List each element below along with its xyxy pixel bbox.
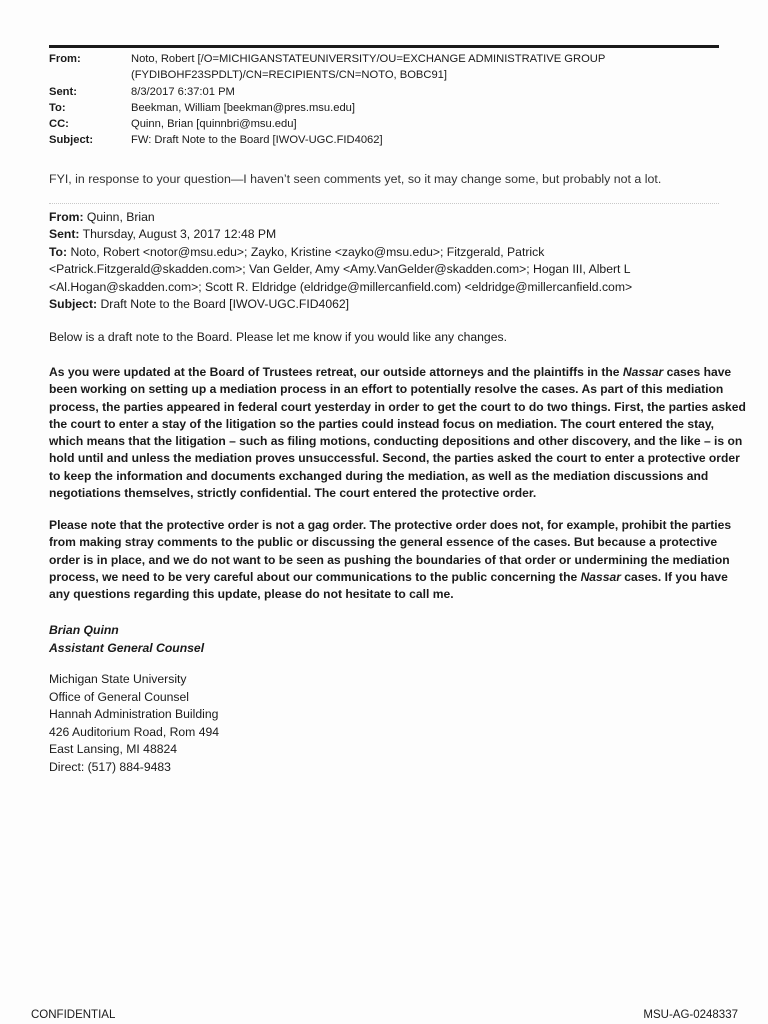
intro-line: Below is a draft note to the Board. Please let me know if you would like any changes.: [49, 330, 507, 344]
header-to-row: [49, 100, 729, 116]
forwarded-sent-value: Thursday, August 3, 2017 12:48 PM: [82, 227, 277, 242]
paragraph-1-italic: Nassar: [622, 365, 664, 379]
forwarded-to-value-1: Noto, Robert <notor@msu.edu>; Zayko, Kristine <zayko@msu.edu>; Fitzgerald, Patrick: [70, 244, 545, 259]
address-line-1: Michigan State University: [49, 672, 187, 686]
header-subject-row: [49, 132, 729, 148]
from-value: Noto, Robert [/O=MICHIGANSTATEUNIVERSITY/OU=EXCHANGE ADMINISTRATIVE GROUP: [131, 53, 606, 65]
signature-block: [49, 621, 204, 657]
fyi-note: FYI, in response to your question—I haven’t seen comments yet, so it may change some, but probably not a lot.: [49, 172, 662, 186]
cc-value: Quinn, Brian [quinnbri@msu.edu]: [131, 118, 297, 131]
forwarded-subject-value: Draft Note to the Board [IWOV-UGC.FID4062]: [100, 297, 350, 312]
subject-label: Subject:: [49, 134, 94, 147]
forwarded-sent-label: Sent:: [49, 227, 80, 242]
email-header: [49, 51, 729, 149]
cc-label: CC:: [49, 118, 69, 131]
paragraph-2-part-a: Please note that the protective order is not a gag order. The protective order does not, for example, prohibit the parties from making stray comments to the public or discussing the general essence of the cases. But because a protective order is in place, and we do not want to be seen as pushing the boundaries of that order or undermining the mediation process, we need to be very careful about our communications to the public concerning the: [49, 518, 732, 584]
header-rule: [49, 45, 719, 48]
forward-divider: [49, 203, 719, 204]
forwarded-from-value: Quinn, Brian: [86, 210, 155, 224]
bates-number: MSU-AG-0248337: [643, 1009, 738, 1021]
confidential-label: CONFIDENTIAL: [31, 1009, 116, 1021]
sent-value: 8/3/2017 6:37:01 PM: [131, 85, 235, 98]
paragraph-2-part-b: cases. If you have any questions regarding this update, please do not hesitate to call me.: [49, 569, 728, 602]
forwarded-sent-line: [49, 226, 739, 243]
paragraph-2: [49, 517, 749, 603]
from-label: From:: [49, 53, 81, 65]
address-block: [49, 671, 219, 776]
address-line-4: 426 Auditorium Road, Rom 494: [49, 724, 220, 739]
signature-name: Brian Quinn: [49, 623, 119, 637]
to-value: Beekman, William [beekman@pres.msu.edu]: [131, 101, 356, 114]
subject-value: FW: Draft Note to the Board [IWOV-UGC.FID4062]: [131, 134, 383, 147]
paragraph-1-part-b: cases have been working on setting up a mediation process in an effort to potentially resolve the cases. As part of this mediation process, the parties appeared in federal court yesterday in order to get the court to do two things. First, the parties asked the court to enter a stay of the litigation so the parties could instead focus on mediation. The court entered the stay, which means that the litigation – such as filing motions, conducting depositions and other discovery, and the like – is on hold until and unless the mediation proves unsuccessful. Second, the parties asked the court to enter a protective order to keep the information and documents exchanged during the mediation, as well as the mediation discussions and negotiations themselves, strictly confidential. The court entered the protective order.: [49, 365, 746, 501]
forwarded-from-label: From:: [49, 210, 84, 224]
forwarded-to-line: [49, 244, 739, 261]
sent-label: Sent:: [49, 85, 77, 98]
header-sent-row: [49, 84, 729, 100]
paragraph-1: [49, 364, 749, 502]
forwarded-from-line: [49, 209, 739, 226]
address-line-3: Hannah Administration Building: [49, 707, 219, 721]
to-label: To:: [49, 101, 66, 114]
address-line-6: Direct: (517) 884-9483: [49, 759, 171, 774]
forwarded-subject-label: Subject:: [49, 297, 98, 312]
address-line-5: East Lansing, MI 48824: [49, 742, 178, 756]
forwarded-to-line-3: <Al.Hogan@skadden.com>; Scott R. Eldridge (eldridge@millercanfield.com) <eldridge@millercanfield.com>: [49, 279, 633, 294]
header-cc-row: [49, 116, 729, 132]
header-from-row: [49, 51, 729, 67]
forwarded-header: [49, 209, 739, 313]
forwarded-to-line-2: <Patrick.Fitzgerald@skadden.com>; Van Gelder, Amy <Amy.VanGelder@skadden.com>; Hogan III, Albert L: [49, 262, 631, 277]
forwarded-subject-line: [49, 296, 739, 313]
paragraph-1-part-a: As you were updated at the Board of Trustees retreat, our outside attorneys and the plaintiffs in the: [49, 365, 623, 379]
paragraph-2-italic: Nassar: [580, 569, 621, 584]
address-line-2: Office of General Counsel: [49, 689, 190, 704]
forwarded-to-label: To:: [49, 244, 68, 259]
signature-title: Assistant General Counsel: [49, 641, 205, 655]
from-value-continued: (FYDIBOHF23SPDLT)/CN=RECIPIENTS/CN=NOTO, BOBC91]: [131, 69, 448, 82]
